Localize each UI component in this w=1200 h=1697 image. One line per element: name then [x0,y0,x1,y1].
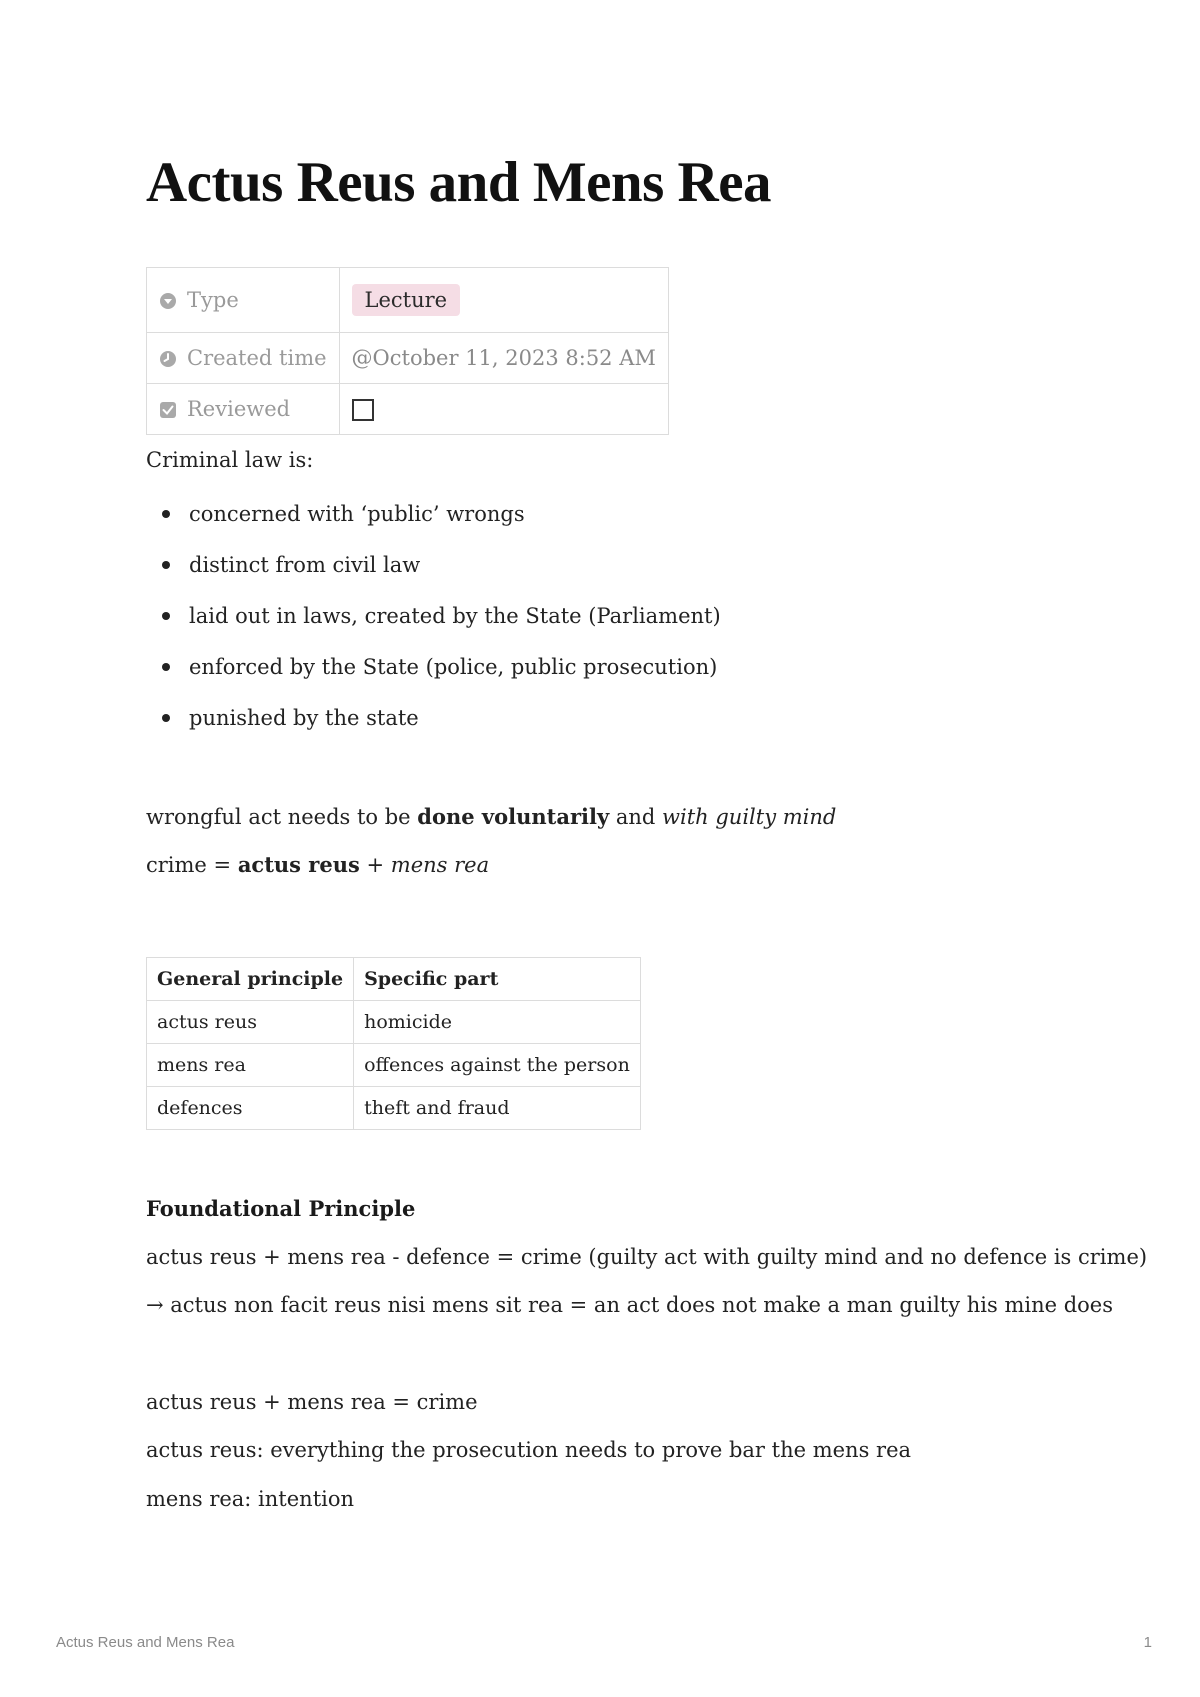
table-cell: defences [147,1087,354,1130]
table-cell: actus reus [147,1001,354,1044]
bold-text: actus reus [237,852,360,877]
type-tag[interactable]: Lecture [352,284,461,316]
created-time-value: @October 11, 2023 8:52 AM [339,333,668,384]
property-key [147,384,340,435]
list-item [146,601,721,652]
clock-icon [159,350,177,368]
summary-line-2: actus reus: everything the prosecution needs to prove bar the mens rea [146,1438,912,1462]
table-row [147,1087,641,1130]
table-cell: homicide [354,1001,641,1044]
bullet-dot [162,612,170,620]
italic-text: mens rea [390,853,490,877]
wrongful-act-line [146,804,836,829]
property-value[interactable] [339,268,668,333]
table-row [147,1044,641,1087]
summary-line-3: mens rea: intention [146,1487,355,1511]
list-item [146,652,721,703]
property-label: Type [187,288,239,312]
bullet-dot [162,510,170,518]
property-key [147,268,340,333]
page-title: Actus Reus and Mens Rea [146,151,772,214]
list-item [146,703,721,754]
property-row-type [147,268,669,333]
reviewed-checkbox[interactable] [352,399,374,421]
list-item-text: distinct from civil law [189,553,421,577]
property-key [147,333,340,384]
summary-line-1: actus reus + mens rea = crime [146,1390,478,1414]
bullet-list [146,499,721,754]
bullet-dot [162,714,170,722]
crime-formula-line [146,852,489,877]
list-item-text: punished by the state [189,706,419,730]
intro-text: Criminal law is: [146,448,314,472]
principle-table [146,957,641,1130]
footer-title: Actus Reus and Mens Rea [56,1634,235,1651]
bold-text: done voluntarily [417,804,610,829]
table-cell: theft and fraud [354,1087,641,1130]
properties-table [146,267,669,435]
property-row-reviewed [147,384,669,435]
column-header: General principle [147,958,354,1001]
table-cell: offences against the person [354,1044,641,1087]
text-span: + [359,853,391,877]
list-item [146,550,721,601]
bullet-dot [162,663,170,671]
foundational-line-1: actus reus + mens rea - defence = crime (guilty act with guilty mind and no defence is crime) [146,1245,1148,1269]
list-item-text: concerned with ‘public’ wrongs [189,502,525,526]
section-heading: Foundational Principle [146,1196,416,1221]
property-label: Created time [187,346,327,370]
list-item-text: laid out in laws, created by the State (Parliament) [189,604,721,628]
page-number: 1 [1143,1634,1152,1651]
select-icon [159,292,177,310]
column-header: Specific part [354,958,641,1001]
table-row [147,1001,641,1044]
table-header-row [147,958,641,1001]
list-item [146,499,721,550]
foundational-line-2: → actus non facit reus nisi mens sit rea = an act does not make a man guilty his mine does [146,1293,1114,1317]
checkbox-icon [159,401,177,419]
italic-text: with guilty mind [662,805,837,829]
text-span: crime = [146,853,238,877]
text-span: and [609,805,663,829]
bullet-dot [162,561,170,569]
property-value [339,384,668,435]
property-label: Reviewed [187,397,291,421]
text-span: wrongful act needs to be [146,805,418,829]
property-row-created-time [147,333,669,384]
list-item-text: enforced by the State (police, public prosecution) [189,655,718,679]
table-cell: mens rea [147,1044,354,1087]
